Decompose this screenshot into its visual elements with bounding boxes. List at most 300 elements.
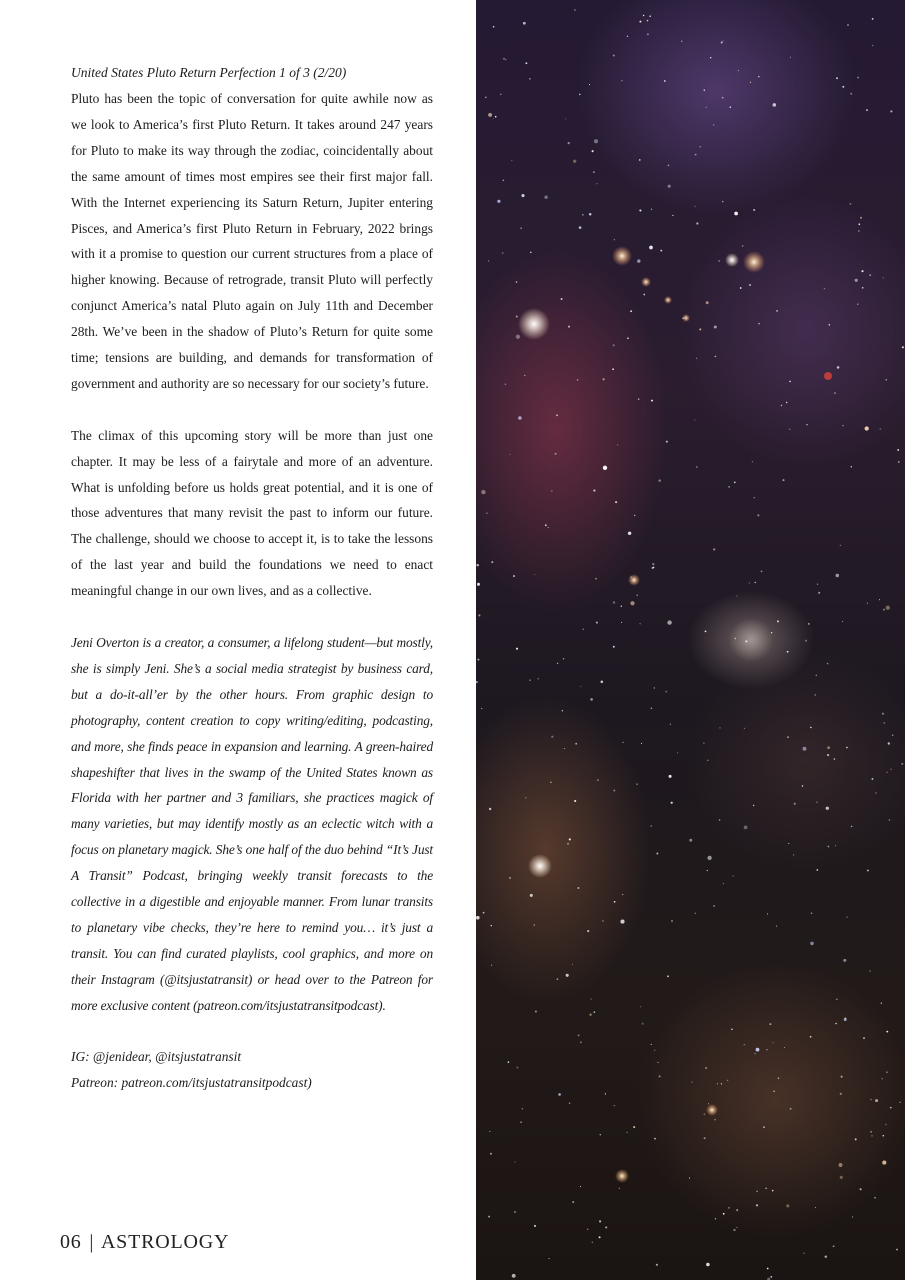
bright-stars <box>518 246 832 1183</box>
page-number: 06 <box>60 1231 82 1253</box>
star <box>772 1042 773 1043</box>
star <box>833 1245 835 1247</box>
star <box>897 449 899 451</box>
star <box>535 1010 537 1012</box>
star <box>569 1102 570 1103</box>
star <box>627 36 628 37</box>
star <box>879 599 880 600</box>
star <box>733 1229 735 1231</box>
star <box>834 758 836 760</box>
star <box>565 118 566 119</box>
star <box>770 1276 772 1278</box>
footer-separator: | <box>89 1231 95 1253</box>
star <box>787 651 789 653</box>
star <box>613 601 615 603</box>
star <box>490 1153 492 1155</box>
star <box>575 743 577 745</box>
star <box>836 999 837 1000</box>
star <box>736 1209 738 1211</box>
star <box>755 582 756 583</box>
star <box>722 97 724 99</box>
star <box>639 623 640 624</box>
star <box>509 877 511 879</box>
star <box>657 1062 658 1063</box>
star <box>495 116 497 118</box>
star <box>601 681 604 684</box>
star <box>749 582 750 583</box>
star <box>508 1061 510 1063</box>
star <box>886 1031 888 1033</box>
star <box>839 1163 843 1167</box>
star <box>869 970 870 971</box>
star <box>502 252 504 254</box>
star <box>476 681 478 683</box>
star <box>530 252 531 253</box>
star <box>534 924 536 926</box>
star <box>647 20 649 22</box>
star <box>782 479 784 481</box>
star <box>875 1099 878 1102</box>
star <box>794 803 796 805</box>
star <box>516 281 518 283</box>
star <box>597 779 599 781</box>
star <box>613 790 615 792</box>
star <box>729 106 731 108</box>
star <box>659 1075 661 1077</box>
star <box>721 42 723 44</box>
star <box>882 1078 883 1079</box>
star <box>703 743 704 744</box>
star <box>706 107 707 108</box>
star <box>802 785 803 786</box>
star <box>756 1204 758 1206</box>
star <box>653 567 655 569</box>
star <box>643 15 644 16</box>
star <box>612 368 614 370</box>
star <box>580 1041 582 1043</box>
star <box>901 763 903 765</box>
star <box>824 288 825 289</box>
star <box>654 1050 655 1051</box>
star <box>636 595 637 596</box>
star <box>599 1220 601 1222</box>
star <box>600 1134 601 1135</box>
star <box>731 1028 733 1030</box>
star <box>666 441 668 443</box>
star <box>860 217 862 219</box>
star <box>872 45 873 46</box>
star <box>626 1132 627 1133</box>
star <box>826 807 829 810</box>
star <box>592 1242 593 1243</box>
star <box>803 1252 805 1254</box>
star <box>752 461 753 462</box>
star <box>493 26 495 28</box>
star <box>790 1108 792 1110</box>
star <box>516 315 518 317</box>
star <box>564 748 565 749</box>
star <box>639 159 641 161</box>
star <box>753 805 754 806</box>
star <box>580 1186 581 1187</box>
star <box>667 620 671 624</box>
star <box>594 1011 596 1013</box>
star <box>776 310 778 312</box>
star <box>766 1049 767 1050</box>
star <box>643 294 645 296</box>
star <box>525 797 526 798</box>
star <box>707 760 708 761</box>
star <box>862 287 864 289</box>
star <box>568 326 570 328</box>
star <box>658 479 661 482</box>
star <box>522 1108 523 1109</box>
star <box>714 326 717 329</box>
star <box>885 1124 886 1125</box>
star <box>705 631 707 633</box>
star <box>647 33 649 35</box>
star <box>719 819 720 820</box>
star <box>886 772 887 773</box>
star <box>639 21 641 23</box>
star <box>874 1197 876 1199</box>
star <box>589 84 590 85</box>
star <box>537 678 539 680</box>
star <box>825 1255 827 1257</box>
star <box>589 213 592 216</box>
star <box>699 328 701 330</box>
star <box>476 564 479 567</box>
star <box>740 287 742 289</box>
star <box>603 378 605 380</box>
star <box>696 466 697 467</box>
star <box>756 1048 760 1052</box>
star <box>728 486 730 488</box>
star <box>630 601 634 605</box>
star <box>871 778 873 780</box>
star <box>677 752 678 753</box>
star <box>718 260 720 262</box>
star <box>613 344 615 346</box>
star <box>835 845 836 846</box>
star <box>713 548 715 550</box>
star <box>603 466 607 470</box>
star <box>756 1190 758 1192</box>
contact-patreon: Patreon: patreon.com/itsjustatransitpodcast) <box>71 1075 312 1091</box>
star <box>491 561 493 563</box>
star <box>557 978 559 980</box>
star <box>582 214 584 216</box>
star <box>753 209 755 211</box>
star <box>867 603 868 604</box>
star <box>863 1037 865 1039</box>
star <box>886 379 887 380</box>
star <box>511 160 512 161</box>
star <box>654 1138 656 1140</box>
star <box>617 444 618 445</box>
star <box>717 1083 718 1084</box>
star <box>602 920 604 922</box>
star <box>529 679 531 681</box>
star <box>870 1099 871 1100</box>
star <box>722 201 724 203</box>
star <box>858 230 860 232</box>
star <box>574 800 576 802</box>
star <box>705 1067 707 1069</box>
star <box>651 825 652 826</box>
star <box>902 346 904 348</box>
star <box>810 1036 812 1038</box>
star <box>707 856 711 860</box>
star <box>573 160 576 163</box>
star <box>790 57 791 58</box>
star <box>481 490 485 494</box>
star <box>704 1113 706 1115</box>
star <box>695 154 697 156</box>
star <box>840 1093 842 1095</box>
star <box>806 424 807 425</box>
star <box>736 1227 737 1228</box>
star <box>574 9 576 11</box>
star <box>491 925 492 926</box>
star <box>869 274 871 276</box>
star <box>689 839 692 842</box>
star <box>670 724 671 725</box>
star <box>706 1263 710 1267</box>
star <box>816 869 818 871</box>
star <box>485 96 487 98</box>
star <box>534 574 535 575</box>
star <box>589 1014 591 1016</box>
star <box>694 419 695 420</box>
star <box>880 428 882 430</box>
star <box>769 1023 771 1025</box>
star <box>814 694 815 695</box>
star <box>754 497 755 498</box>
star <box>866 109 868 111</box>
star <box>615 501 617 503</box>
star <box>722 40 723 41</box>
star <box>636 783 638 785</box>
star <box>654 687 655 688</box>
star <box>696 358 697 359</box>
star <box>516 1066 518 1068</box>
star <box>875 792 876 793</box>
section-name: ASTROLOGY <box>100 1231 230 1253</box>
star <box>579 94 580 95</box>
star <box>651 708 653 710</box>
star <box>488 260 489 261</box>
star <box>776 926 777 927</box>
star <box>669 775 672 778</box>
star <box>784 1047 785 1048</box>
star <box>834 392 836 394</box>
star <box>749 284 751 286</box>
star <box>858 223 860 225</box>
star <box>595 578 597 580</box>
star <box>842 621 843 622</box>
star <box>590 998 591 999</box>
star <box>870 1131 871 1132</box>
star <box>505 59 506 60</box>
star <box>727 1080 729 1082</box>
star <box>850 203 852 205</box>
star <box>620 920 624 924</box>
star <box>695 913 696 914</box>
star <box>828 846 830 848</box>
author-bio: Jeni Overton is a creator, a consumer, a lifelong student—but mostly, she is simply Jeni. She’s a social media strategist by business card, but a do-it-all’er by the other hours. From graphic design to photography, content creation to copy writing/editing, podcasting, and more, she finds peace in expansion and learning. A green-haired shapeshifter that lives in the swamp of the United States known as Florida with her partner and 3 familiars, she practices magick of many varieties, but may identify mostly as an eclectic witch with a focus on planetary magick. She’s one half of the duo behind “It’s Just A Transit” Podcast, bringing weekly transit forecasts to the collective in a digestible and enjoyable manner. From lunar transits to planetary vibe checks, they’re here to remind you… it’s just a transit. You can find curated playlists, cool graphics, and more on their Instagram (@itsjustatransit) or head over to the Patreon for more exclusive content (patreon.com/itsjustatransitpodcast). <box>71 635 433 1013</box>
star <box>850 93 852 95</box>
star <box>524 375 525 376</box>
star <box>514 1211 516 1213</box>
star <box>714 1119 715 1120</box>
star <box>651 400 653 402</box>
star <box>664 80 666 82</box>
star <box>734 212 738 216</box>
star <box>483 912 485 914</box>
star <box>614 901 616 903</box>
star <box>520 227 522 229</box>
star <box>803 747 807 751</box>
star <box>605 1226 607 1228</box>
star <box>489 1131 490 1132</box>
star <box>715 1218 716 1219</box>
star <box>577 379 579 381</box>
star <box>514 1161 515 1162</box>
star <box>596 622 598 624</box>
star <box>641 743 642 744</box>
star <box>852 1216 853 1217</box>
star <box>491 965 492 966</box>
star <box>777 620 779 622</box>
star <box>516 648 518 650</box>
article-title: United States Pluto Return Perfection 1 of 3 (2/20) <box>71 65 347 80</box>
star <box>742 245 743 246</box>
star <box>835 1023 837 1025</box>
star <box>757 514 759 516</box>
star <box>886 1072 887 1073</box>
star <box>639 209 641 211</box>
star <box>837 366 840 369</box>
star <box>898 461 900 463</box>
page-footer <box>60 1228 229 1256</box>
star <box>668 185 671 188</box>
star <box>672 215 673 216</box>
star <box>883 277 884 278</box>
star <box>778 1077 779 1078</box>
star <box>551 736 553 738</box>
star <box>638 398 639 399</box>
star <box>843 959 846 962</box>
star <box>637 259 640 262</box>
star <box>500 94 501 95</box>
star <box>765 1188 766 1189</box>
star <box>694 206 695 207</box>
star <box>590 698 593 701</box>
star <box>651 209 652 210</box>
star <box>744 728 745 729</box>
star <box>671 920 673 922</box>
star <box>840 1176 843 1179</box>
star <box>708 1103 709 1104</box>
star <box>592 150 594 152</box>
star <box>811 912 813 914</box>
star <box>847 24 849 26</box>
star <box>733 875 734 876</box>
star <box>640 1006 641 1007</box>
star <box>861 270 863 272</box>
star <box>827 754 829 756</box>
star <box>842 425 844 427</box>
star <box>614 239 615 240</box>
star <box>510 454 511 455</box>
star <box>634 515 635 516</box>
star <box>767 1268 769 1270</box>
star <box>656 853 658 855</box>
star <box>594 139 598 143</box>
star <box>579 226 582 229</box>
star <box>900 1102 901 1103</box>
star <box>572 964 573 965</box>
space-nebula-image <box>476 0 905 1280</box>
star <box>890 769 891 770</box>
star <box>865 426 869 430</box>
star <box>596 183 597 184</box>
star <box>846 747 848 749</box>
star <box>851 466 853 468</box>
star <box>810 727 811 728</box>
star <box>605 1093 606 1094</box>
star <box>505 384 507 386</box>
star <box>488 113 492 117</box>
star <box>857 303 858 304</box>
star <box>587 930 589 932</box>
star <box>888 742 890 744</box>
star <box>744 1044 745 1045</box>
star <box>622 894 623 895</box>
contact-instagram: IG: @jenidear, @itsjustatransit <box>71 1049 242 1065</box>
star <box>815 1207 816 1208</box>
star <box>512 1274 516 1278</box>
star <box>561 298 563 300</box>
star <box>548 527 549 528</box>
star <box>476 916 480 920</box>
star <box>649 246 653 250</box>
star <box>789 381 791 383</box>
star <box>503 58 505 60</box>
star <box>845 1017 847 1019</box>
star <box>867 870 869 872</box>
star <box>599 1236 601 1238</box>
star <box>758 323 760 325</box>
star <box>621 606 622 607</box>
star <box>840 545 841 546</box>
star <box>627 337 629 339</box>
star <box>829 324 831 326</box>
star <box>558 1093 561 1096</box>
star <box>846 916 847 917</box>
star <box>529 78 531 80</box>
star <box>788 843 789 844</box>
star <box>710 57 711 58</box>
star <box>890 1107 892 1109</box>
star <box>649 15 651 17</box>
star <box>882 713 884 715</box>
star <box>855 279 858 282</box>
star <box>556 414 558 416</box>
star <box>667 975 669 977</box>
star <box>557 663 558 664</box>
